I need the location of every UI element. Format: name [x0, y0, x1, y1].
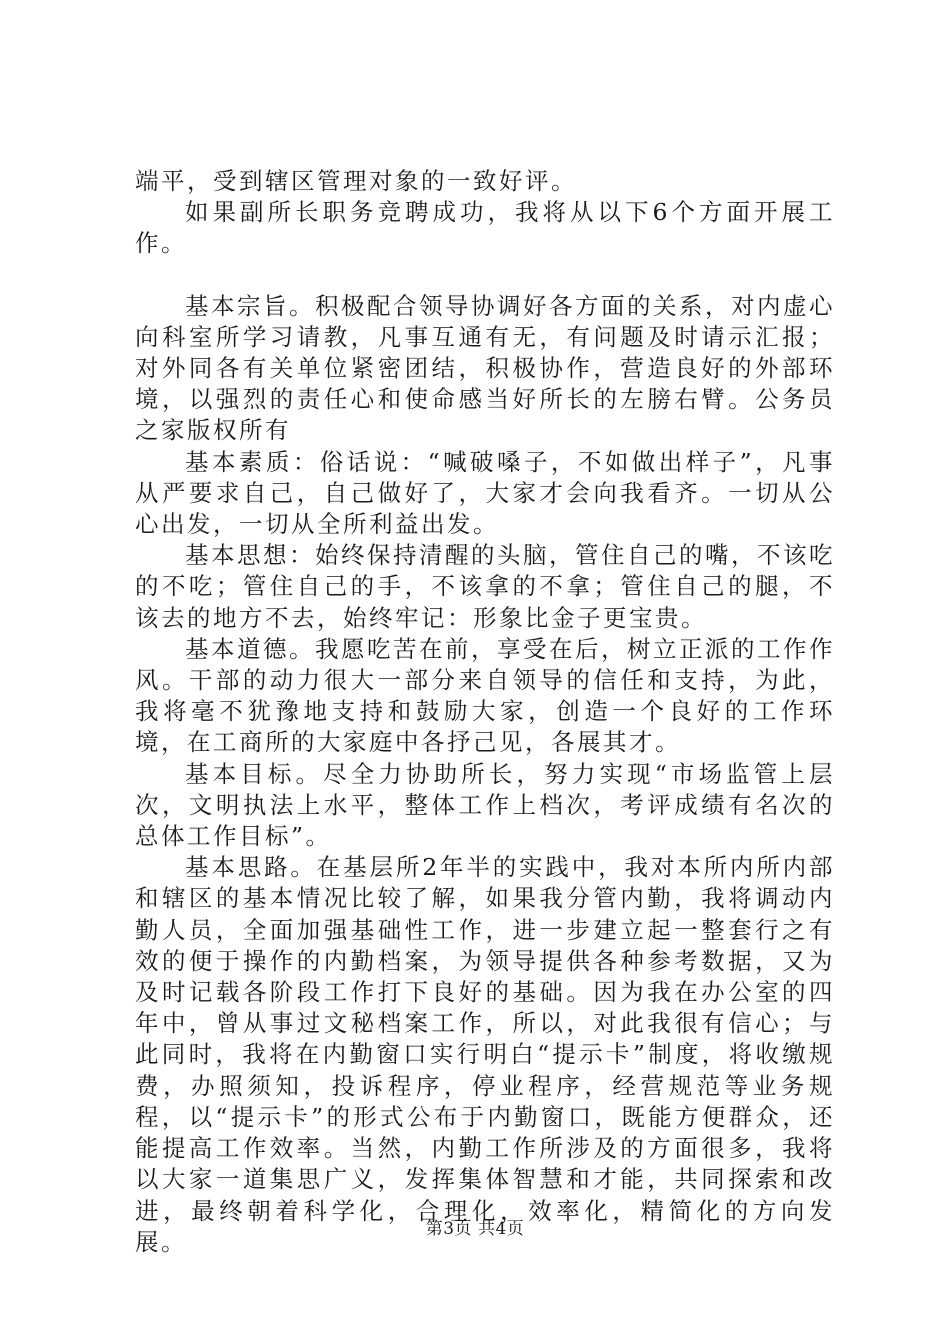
paragraph-basic-thought: 基本思想：始终保持清醒的头脑，管住自己的嘴，不该吃的不吃；管住自己的手，不该拿的不拿；管住自己的腿，不该去的地方不去，始终牢记：形象比金子更宝贵。 — [135, 541, 835, 632]
paragraph-basic-morality: 基本道德。我愿吃苦在前，享受在后，树立正派的工作作风。干部的动力很大一部分来自领导的信任和支持，为此，我将毫不犹豫地支持和鼓励大家，创造一个良好的工作环境，在工商所的大家庭中各抒己见，各展其才。 — [135, 634, 835, 757]
page-number-footer: 第3页 共4页 — [425, 1219, 525, 1239]
paragraph-continuation: 端平，受到辖区管理对象的一致好评。 — [135, 167, 577, 195]
paragraph-gap — [135, 260, 835, 291]
paragraph-basic-quality: 基本素质：俗话说：“喊破嗓子，不如做出样子”，凡事从严要求自己，自己做好了，大家才会向我看齐。一切从公心出发，一切从全所利益出发。 — [135, 447, 835, 539]
paragraph-basic-approach: 基本思路。在基层所2年半的实践中，我对本所内所内部和辖区的基本情况比较了解，如果我分管内勤，我将调动内勤人员，全面加强基础性工作，进一步建立起一整套行之有效的便于操作的内勤档案，为领导提供各种参考数据，又为及时记载各阶段工作打下良好的基础。因为我在办公室的四年中，曾从事过文秘档案工作，所以，对此我很有信心；与此同时，我将在内勤窗口实行明白“提示卡”制度，将收缴规费，办照须知，投诉程序，停业程序，经营规范等业务规程，以“提示卡”的形式公布于内勤窗口，既能方便群众，还能提高工作效率。当然，内勤工作所涉及的方面很多，我将以大家一道集思广义，发挥集体智慧和才能，共同探索和改进，最终朝着科学化，合理化，效率化，精简化的方向发展。 — [135, 853, 835, 1256]
paragraph-intro: 如果副所长职务竞聘成功，我将从以下6个方面开展工作。 — [135, 198, 835, 258]
document-body — [135, 166, 835, 1258]
paragraph-basic-purpose: 基本宗旨。积极配合领导协调好各方面的关系，对内虚心向科室所学习请教，凡事互通有无，有问题及时请示汇报；对外同各有关单位紧密团结，积极协作，营造良好的外部环境，以强烈的责任心和使命感当好所长的左膀右臂。公务员之家版权所有 — [135, 291, 835, 445]
paragraph-basic-goal: 基本目标。尽全力协助所长，努力实现“市场监管上层次，文明执法上水平，整体工作上档次，考评成绩有名次的总体工作目标”。 — [135, 759, 835, 851]
